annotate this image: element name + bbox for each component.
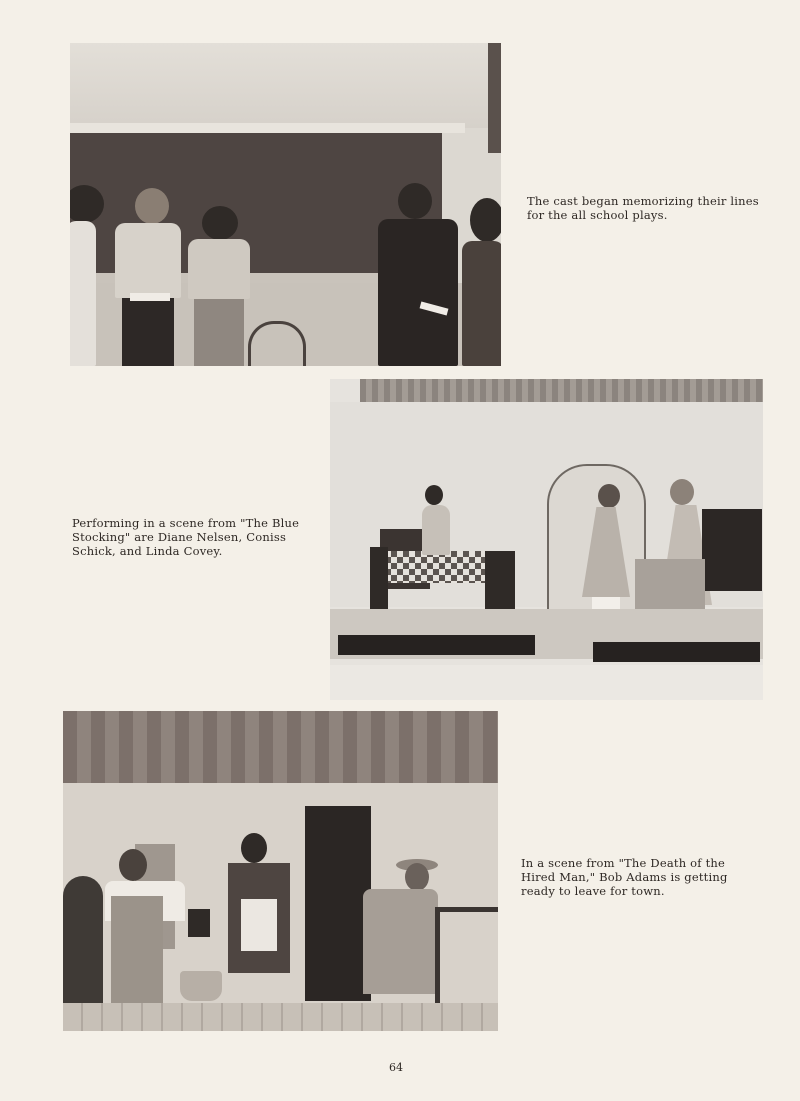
person-4-head xyxy=(398,183,432,219)
actress-1-head xyxy=(425,485,443,505)
wall-upper xyxy=(70,43,501,128)
rehearsal-photo xyxy=(70,43,501,366)
caption-line: In a scene from "The Death of the xyxy=(521,856,726,870)
blue-stocking-photo xyxy=(330,379,763,700)
caption-blue-stocking xyxy=(72,516,322,558)
script-pages xyxy=(130,293,170,301)
stone-platform xyxy=(63,1003,498,1031)
stove xyxy=(702,509,762,591)
person-5-body xyxy=(462,241,501,366)
table-cloth xyxy=(385,551,485,583)
lantern xyxy=(188,909,210,937)
woman-head xyxy=(241,833,267,863)
chair-left xyxy=(370,547,388,615)
person-4-body xyxy=(378,219,458,366)
floor-marker-left xyxy=(338,635,535,655)
steps xyxy=(635,559,705,609)
caption-line: Performing in a scene from "The Blue xyxy=(72,516,300,530)
stage-curtain xyxy=(360,379,763,402)
hired-man-photo xyxy=(63,711,498,1031)
chair-back xyxy=(248,321,306,366)
woman-apron xyxy=(241,899,277,951)
person-3-head xyxy=(202,206,238,240)
actress-1-body xyxy=(422,505,450,555)
caption-hired-man xyxy=(521,856,771,898)
person-2-body xyxy=(115,223,181,298)
boy-head xyxy=(119,849,147,881)
person-3-skirt xyxy=(194,299,244,366)
actress-2-head xyxy=(598,484,620,508)
person-3-body xyxy=(188,239,250,299)
basket xyxy=(180,971,222,1001)
seated-woman-head xyxy=(405,863,429,891)
chalkboard-frame xyxy=(70,123,465,133)
window-edge xyxy=(488,43,501,153)
caption-line: Hired Man," Bob Adams is getting xyxy=(521,870,728,884)
caption-rehearsal xyxy=(527,194,777,222)
caption-line: Stocking" are Diane Nelsen, Coniss xyxy=(72,530,287,544)
caption-line: ready to leave for town. xyxy=(521,884,665,898)
person-2-head xyxy=(135,188,169,224)
person-5-head xyxy=(470,198,501,242)
chair-right xyxy=(485,551,515,615)
person-1-body xyxy=(70,221,96,366)
shrub xyxy=(63,876,103,1011)
person-2-legs xyxy=(122,298,174,366)
actress-3-head xyxy=(670,479,694,505)
page-number: 64 xyxy=(389,1061,403,1074)
stage-table xyxy=(435,907,498,1012)
stage-front xyxy=(330,665,763,700)
doorway xyxy=(305,806,371,1001)
stage-curtain xyxy=(63,711,498,783)
caption-line: Schick, and Linda Covey. xyxy=(72,544,223,558)
caption-line: for the all school plays. xyxy=(527,208,668,222)
caption-line: The cast began memorizing their lines xyxy=(527,194,759,208)
seated-woman-dress xyxy=(363,889,438,994)
floor-marker-right xyxy=(593,642,760,662)
